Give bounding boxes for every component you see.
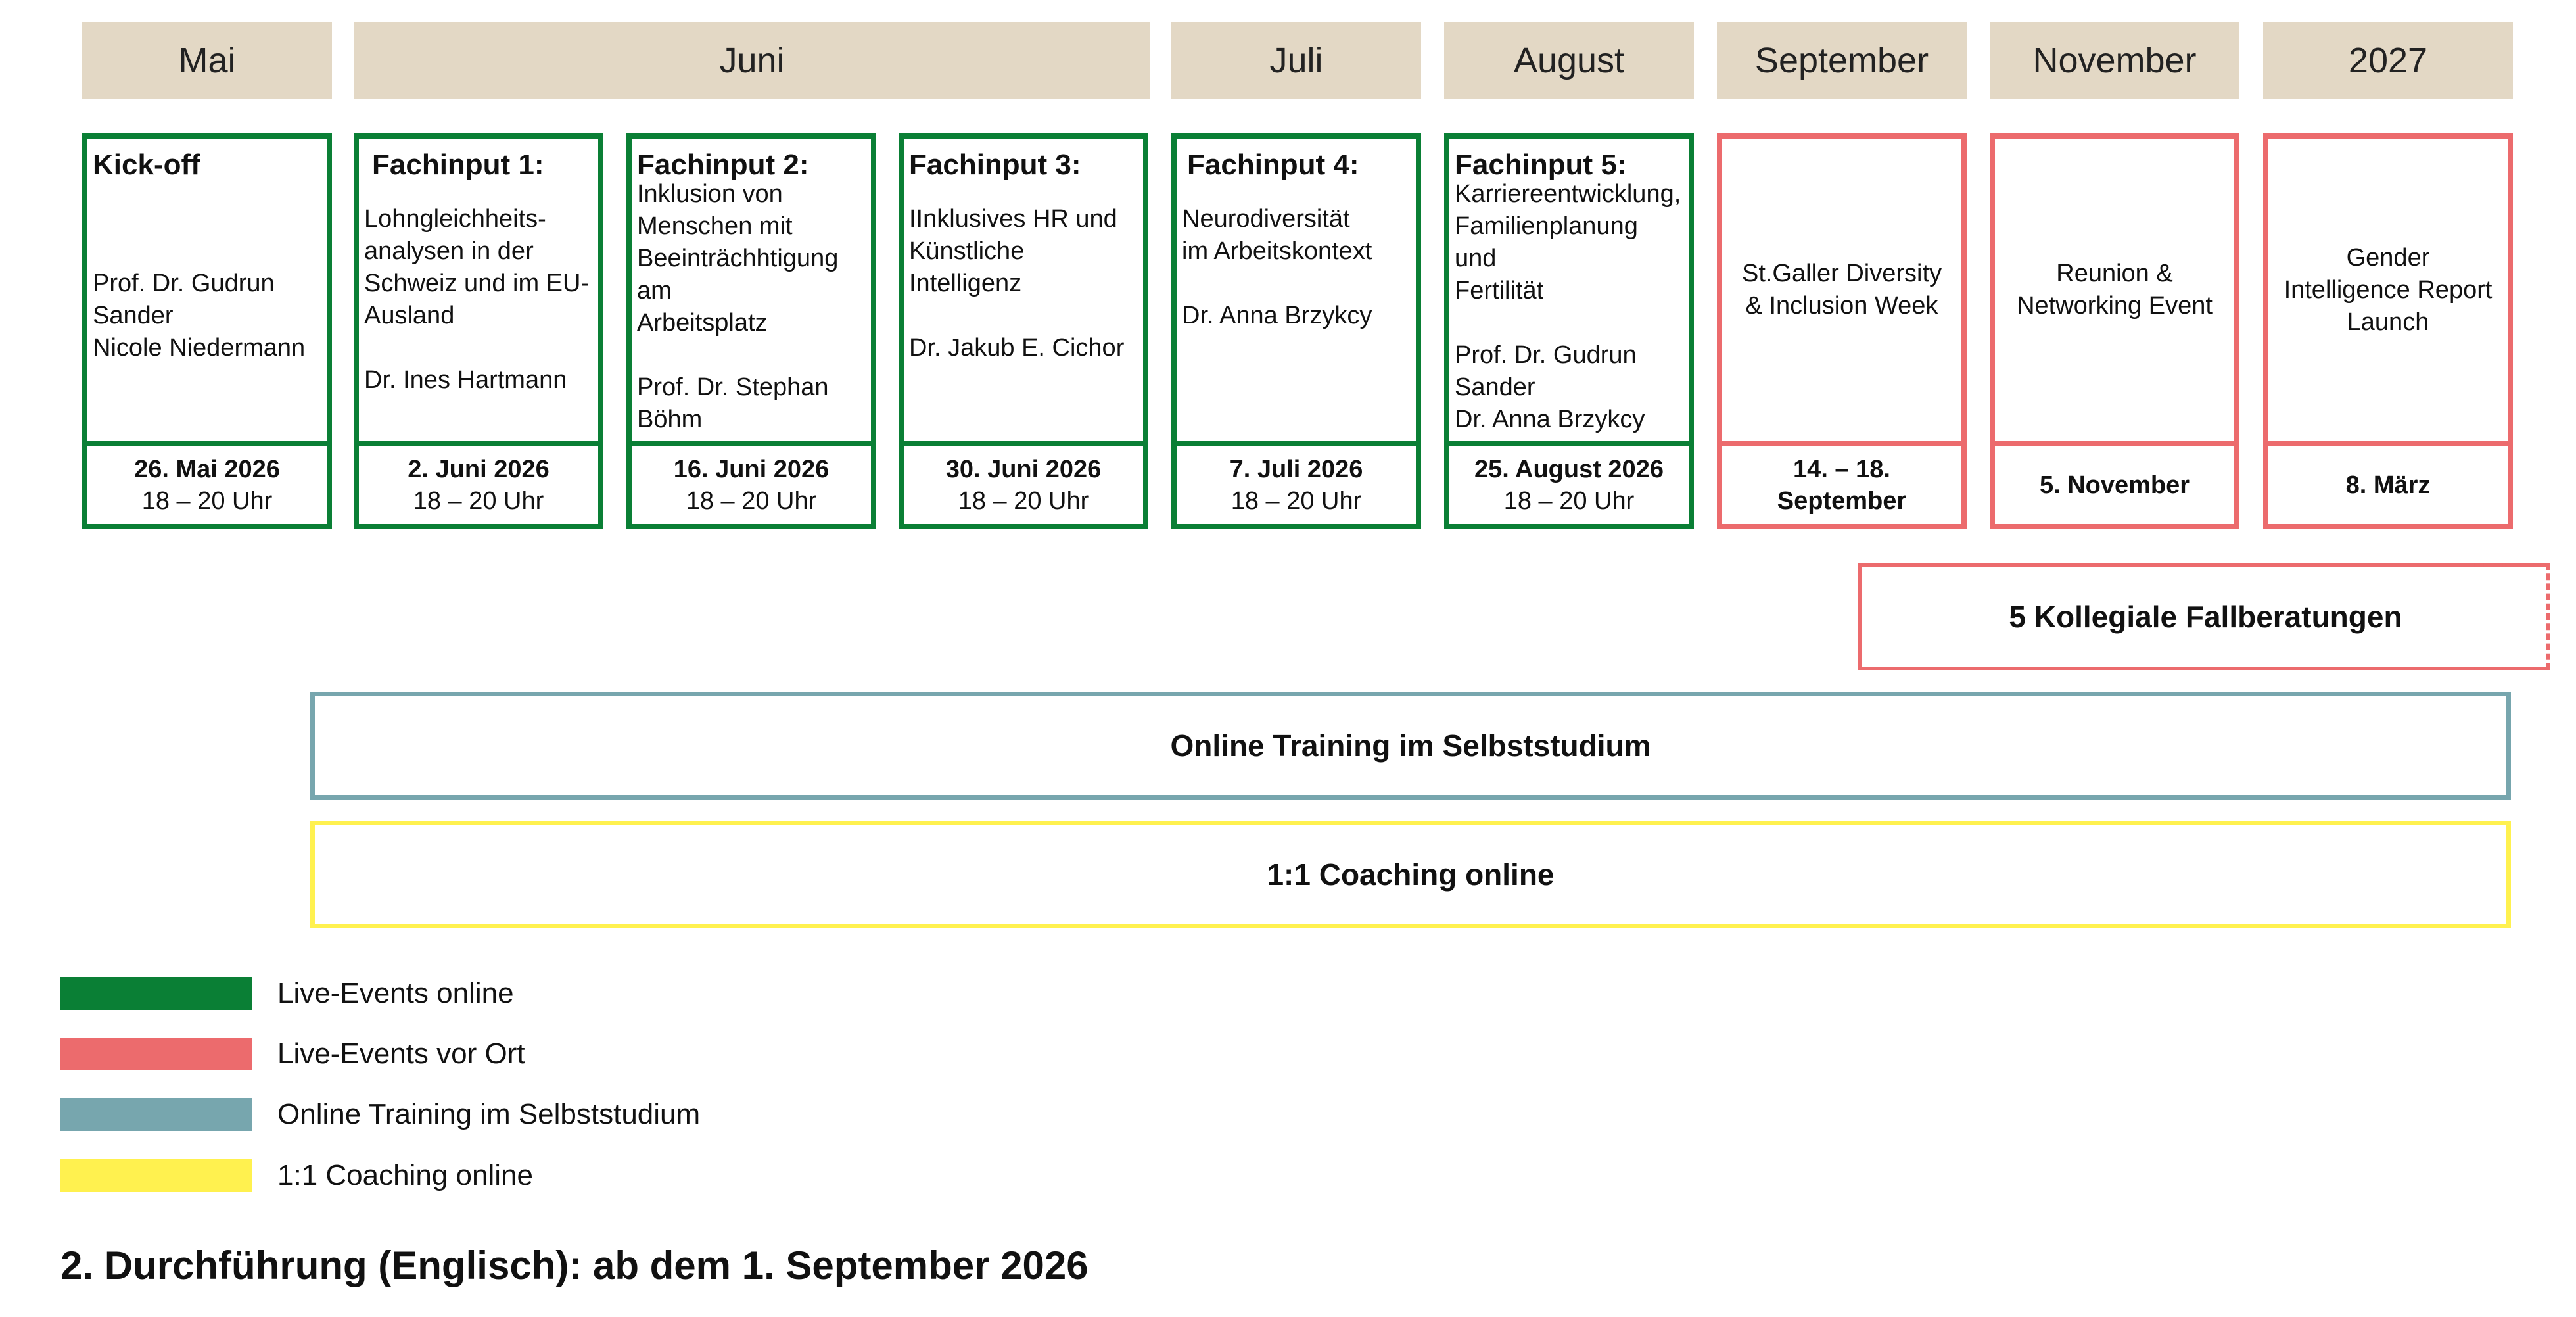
event-card-diversity-week	[1717, 133, 1967, 529]
month-header-september: September	[1717, 22, 1967, 99]
card-date: 26. Mai 2026	[134, 456, 280, 483]
card-time: 18 – 20 Uhr	[686, 487, 817, 515]
event-card-reunion	[1990, 133, 2239, 529]
month-header-november: November	[1990, 22, 2239, 99]
coaching-label: 1:1 Coaching online	[1267, 857, 1555, 892]
card-date: 14. – 18. September	[1777, 456, 1907, 515]
legend-swatch-online-training	[60, 1098, 252, 1131]
event-card-fachinput-4	[1171, 133, 1421, 529]
month-header-august: August	[1444, 22, 1694, 99]
online-training-label: Online Training im Selbststudium	[1170, 729, 1651, 763]
legend-label-coaching: 1:1 Coaching online	[277, 1159, 533, 1191]
card-time: 18 – 20 Uhr	[1230, 487, 1362, 515]
card-speaker: Dr. Ines Hartmann	[364, 366, 567, 394]
event-card-fachinput-1	[354, 133, 603, 529]
legend-swatch-coaching	[60, 1159, 252, 1192]
event-card-fachinput-5	[1444, 133, 1694, 529]
card-title: Fachinput 2:	[637, 149, 809, 181]
footer-note: 2. Durchführung (Englisch): ab dem 1. September 2026	[60, 1243, 1089, 1287]
card-description: Reunion & Networking Event	[2017, 260, 2213, 320]
event-card-fachinput-2	[626, 133, 876, 529]
month-header-juni: Juni	[354, 22, 1150, 99]
card-title: Fachinput 5:	[1455, 149, 1627, 181]
card-date: 7. Juli 2026	[1229, 456, 1363, 483]
card-title: Kick-off	[93, 149, 200, 181]
card-date: 2. Juni 2026	[408, 456, 550, 483]
card-title: Fachinput 4:	[1187, 149, 1359, 181]
card-description: Lohngleichheits- analysen in der Schweiz und im EU- Ausland	[364, 205, 590, 329]
month-header-juli: Juli	[1171, 22, 1421, 99]
legend-swatch-live-online	[60, 977, 252, 1010]
legend-label-live-online: Live-Events online	[277, 977, 514, 1009]
card-time: 18 – 20 Uhr	[958, 487, 1089, 515]
fallberatungen-dashed-extension	[2458, 563, 2550, 670]
fallberatungen-label: 5 Kollegiale Fallberatungen	[2009, 600, 2402, 634]
card-date: 5. November	[2039, 471, 2190, 499]
card-speaker: Prof. Dr. Gudrun Sander Dr. Anna Brzykcy	[1455, 341, 1645, 433]
event-card-fachinput-3	[899, 133, 1148, 529]
card-date: 30. Juni 2026	[945, 456, 1102, 483]
card-date: 8. März	[2345, 471, 2431, 499]
card-speaker: Dr. Anna Brzykcy	[1182, 302, 1372, 329]
card-title: Fachinput 1:	[372, 149, 544, 181]
card-date: 25. August 2026	[1474, 456, 1664, 483]
card-speaker: Dr. Jakub E. Cichor	[909, 334, 1125, 362]
event-card-kickoff	[82, 133, 332, 529]
card-description: IInklusives HR und Künstliche Intelligenz	[909, 205, 1117, 297]
card-title: Fachinput 3:	[909, 149, 1081, 181]
legend-label-online-training: Online Training im Selbststudium	[277, 1098, 701, 1130]
card-description: Gender Intelligence Report Launch	[2283, 243, 2493, 336]
card-description: St.Galler Diversity & Inclusion Week	[1741, 260, 1942, 320]
event-card-report-launch	[2263, 133, 2513, 529]
card-time: 18 – 20 Uhr	[413, 487, 544, 515]
card-description: Inklusion von Menschen mit Beeinträchhtigung am Arbeitsplatz	[637, 180, 839, 337]
fallberatungen-band	[1858, 563, 2550, 670]
legend-label-live-vor-ort: Live-Events vor Ort	[277, 1038, 525, 1070]
online-training-band	[310, 692, 2511, 800]
card-time: 18 – 20 Uhr	[141, 487, 273, 515]
card-time: 18 – 20 Uhr	[1503, 487, 1635, 515]
card-speaker: Prof. Dr. Gudrun Sander Nicole Niedermann	[93, 270, 306, 362]
month-header-mai: Mai	[82, 22, 332, 99]
card-date: 16. Juni 2026	[673, 456, 830, 483]
month-header-2027: 2027	[2263, 22, 2513, 99]
card-description: Neurodiversität im Arbeitskontext	[1182, 205, 1372, 265]
legend-swatch-live-vor-ort	[60, 1038, 252, 1070]
card-description: Karriereentwicklung, Familienplanung und Fertilität	[1455, 180, 1681, 304]
coaching-band	[310, 821, 2511, 928]
card-speaker: Prof. Dr. Stephan Böhm	[637, 373, 829, 433]
